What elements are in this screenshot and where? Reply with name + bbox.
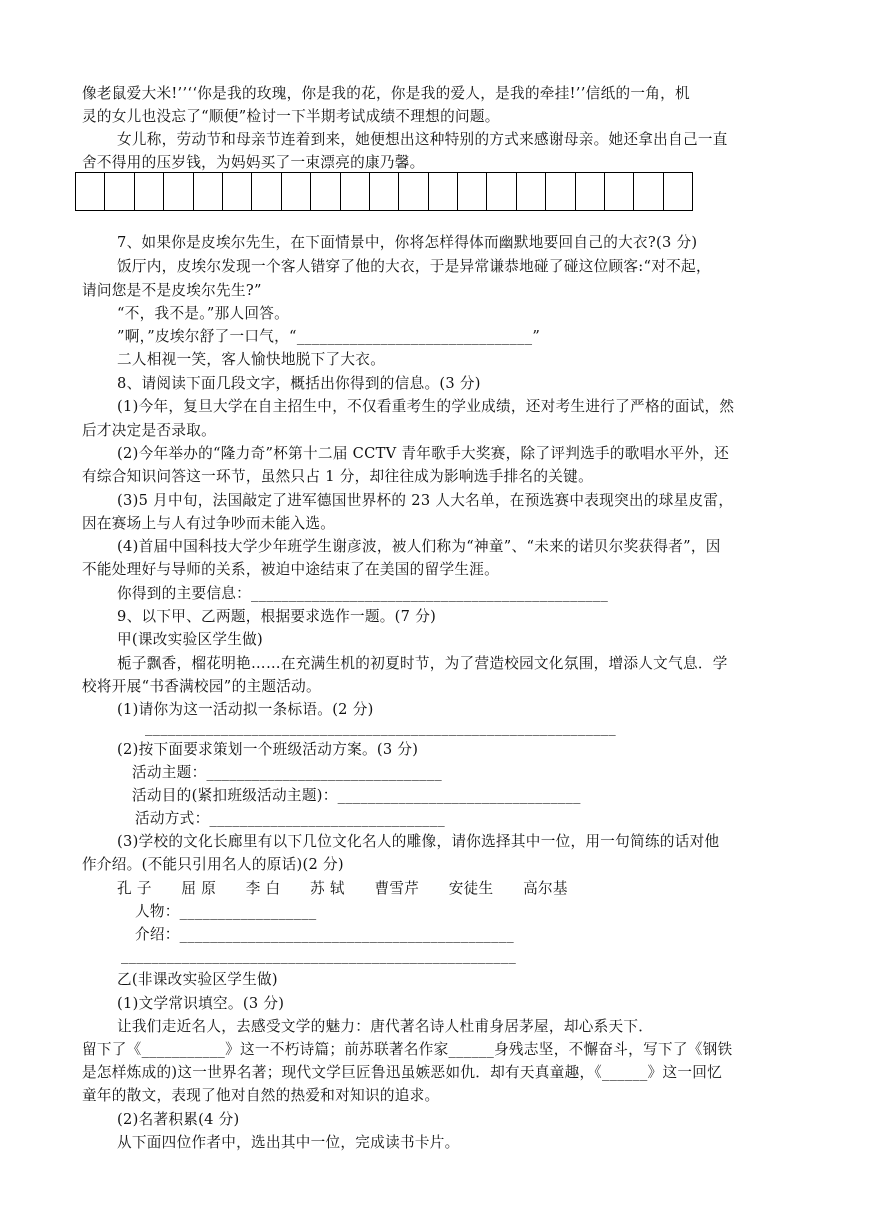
section-heading: 乙(非课改实验区学生做) xyxy=(117,971,278,988)
text-line: 后才决定是否录取。 xyxy=(82,422,217,439)
text-line: 留下了《___________》这一不朽诗篇；前苏联著名作家______身残志坚，不懈奋斗，写下了《钢铁 xyxy=(82,1041,733,1058)
grid-cell[interactable] xyxy=(487,173,516,210)
text-line: 灵的女儿也没忘了“顺便”检讨一下半期考试成绩不理想的问题。 xyxy=(82,108,500,125)
answer-blank-line[interactable]: 活动目的(紧扣班级活动主题)：________________________________ xyxy=(132,787,581,804)
grid-cell[interactable] xyxy=(76,173,105,210)
grid-cell[interactable] xyxy=(517,173,546,210)
text-line: 作介绍。(不能只引用名人的原话)(2 分) xyxy=(82,856,344,873)
grid-cell[interactable] xyxy=(429,173,458,210)
question-8: 8、请阅读下面几段文字，概括出你得到的信息。(3 分) xyxy=(117,375,481,392)
grid-cell[interactable] xyxy=(576,173,605,210)
text-line: “不，我不是。”那人回答。 xyxy=(117,305,290,322)
answer-blank-line[interactable]: 活动方式：_______________________________ xyxy=(135,810,445,827)
grid-cell[interactable] xyxy=(194,173,223,210)
text-line: 童年的散文，表现了他对自然的热爱和对知识的追求。 xyxy=(82,1087,440,1104)
section-heading: 甲(课改实验区学生做) xyxy=(117,631,264,648)
text-line: 栀子飘香，榴花明艳……在充满生机的初夏时节，为了营造校园文化氛围，增添人文气息．学 xyxy=(117,655,728,672)
grid-cell[interactable] xyxy=(546,173,575,210)
text-line: 让我们走近名人，去感受文学的魅力：唐代著名诗人杜甫身居茅屋，却心系天下． xyxy=(117,1018,654,1035)
text-line: (1)请你为这一活动拟一条标语。(2 分) xyxy=(117,701,374,718)
answer-blank-line[interactable]: ”啊，”皮埃尔舒了一口气，“_______________________________” xyxy=(117,328,541,345)
grid-cell[interactable] xyxy=(341,173,370,210)
grid-cell[interactable] xyxy=(223,173,252,210)
grid-cell[interactable] xyxy=(311,173,340,210)
answer-blank-line[interactable]: 人物：__________________ xyxy=(135,903,317,920)
text-line: 是怎样炼成的)这一世界名著；现代文学巨匠鲁迅虽嫉恶如仇．却有天真童趣，《______》这一回忆 xyxy=(82,1064,723,1081)
text-line: (4)首届中国科技大学少年班学生谢彦波，被人们称为“神童”、“未来的诺贝尔奖获得者”，因 xyxy=(117,538,721,555)
grid-cell[interactable] xyxy=(252,173,281,210)
text-line: (2)名著积累(4 分) xyxy=(117,1111,240,1128)
name-list: 孔 子 屈 原 李 白 苏 轼 曹雪芹 安徒生 高尔基 xyxy=(117,880,568,897)
grid-cell[interactable] xyxy=(634,173,663,210)
answer-blank-line[interactable]: ____________________________________________________ xyxy=(121,947,517,964)
text-line: 不能处理好与导师的关系，被迫中途结束了在美国的留学生涯。 xyxy=(82,561,500,578)
answer-blank-line[interactable]: 介绍：____________________________________________ xyxy=(135,926,514,943)
text-line: 请问您是不是皮埃尔先生?” xyxy=(82,282,262,299)
writing-grid[interactable] xyxy=(75,172,693,211)
text-line: 饭厅内，皮埃尔发现一个客人错穿了他的大衣，于是异常谦恭地碰了碰这位顾客:“对不起， xyxy=(117,258,711,275)
text-line: 二人相视一笑，客人愉快地脱下了大衣。 xyxy=(117,351,386,368)
grid-cell[interactable] xyxy=(664,173,693,210)
text-line: (2)今年举办的“隆力奇”杯第十二届 CCTV 青年歌手大奖赛，除了评判选手的歌唱水平外，还 xyxy=(117,445,730,462)
answer-blank-line[interactable]: ______________________________________________________________ xyxy=(145,719,617,736)
text-line: 因在赛场上与人有过争吵而未能入选。 xyxy=(82,515,336,532)
text-line: (3)学校的文化长廊里有以下几位文化名人的雕像，请你选择其中一位，用一句简练的话对他 xyxy=(117,833,720,850)
question-9: 9、以下甲、乙两题，根据要求选作一题。(7 分) xyxy=(117,608,437,625)
grid-cell[interactable] xyxy=(105,173,134,210)
text-line: (2)按下面要求策划一个班级活动方案。(3 分) xyxy=(117,741,419,758)
text-line: (1)今年，复旦大学在自主招生中，不仅看重考生的学业成绩，还对考生进行了严格的面试，然 xyxy=(117,398,735,415)
text-line: 从下面四位作者中，选出其中一位，完成读书卡片。 xyxy=(117,1134,460,1151)
grid-cell[interactable] xyxy=(164,173,193,210)
text-line: 舍不得用的压岁钱，为妈妈买了一束漂亮的康乃馨。 xyxy=(82,154,425,171)
grid-cell[interactable] xyxy=(399,173,428,210)
text-line: (3)5 月中旬，法国敲定了进军德国世界杯的 23 人大名单，在预选赛中表现突出的球星皮雷， xyxy=(117,492,734,509)
grid-cell[interactable] xyxy=(282,173,311,210)
text-line: 像老鼠爱大米!’’‘‘你是我的玫瑰，你是我的花，你是我的爱人，是我的牵挂!’’信纸的一角，机 xyxy=(82,85,690,102)
grid-cell[interactable] xyxy=(458,173,487,210)
grid-cell[interactable] xyxy=(370,173,399,210)
grid-cell[interactable] xyxy=(605,173,634,210)
grid-cell[interactable] xyxy=(135,173,164,210)
text-line: 校将开展“书香满校园”的主题活动。 xyxy=(82,678,321,695)
answer-blank-line[interactable]: 活动主题：_______________________________ xyxy=(132,764,442,781)
question-7: 7、如果你是皮埃尔先生，在下面情景中，你将怎样得体而幽默地要回自己的大衣?(3 分) xyxy=(117,234,698,251)
answer-blank-line[interactable]: 你得到的主要信息：_______________________________________________ xyxy=(117,585,609,602)
text-line: 女儿称，劳动节和母亲节连着到来，她便想出这种特别的方式来感谢母亲。她还拿出自己一直 xyxy=(117,131,728,148)
text-line: 有综合知识问答这一环节，虽然只占 1 分，却往往成为影响选手排名的关键。 xyxy=(82,468,593,485)
text-line: (1)文学常识填空。(3 分) xyxy=(117,995,285,1012)
